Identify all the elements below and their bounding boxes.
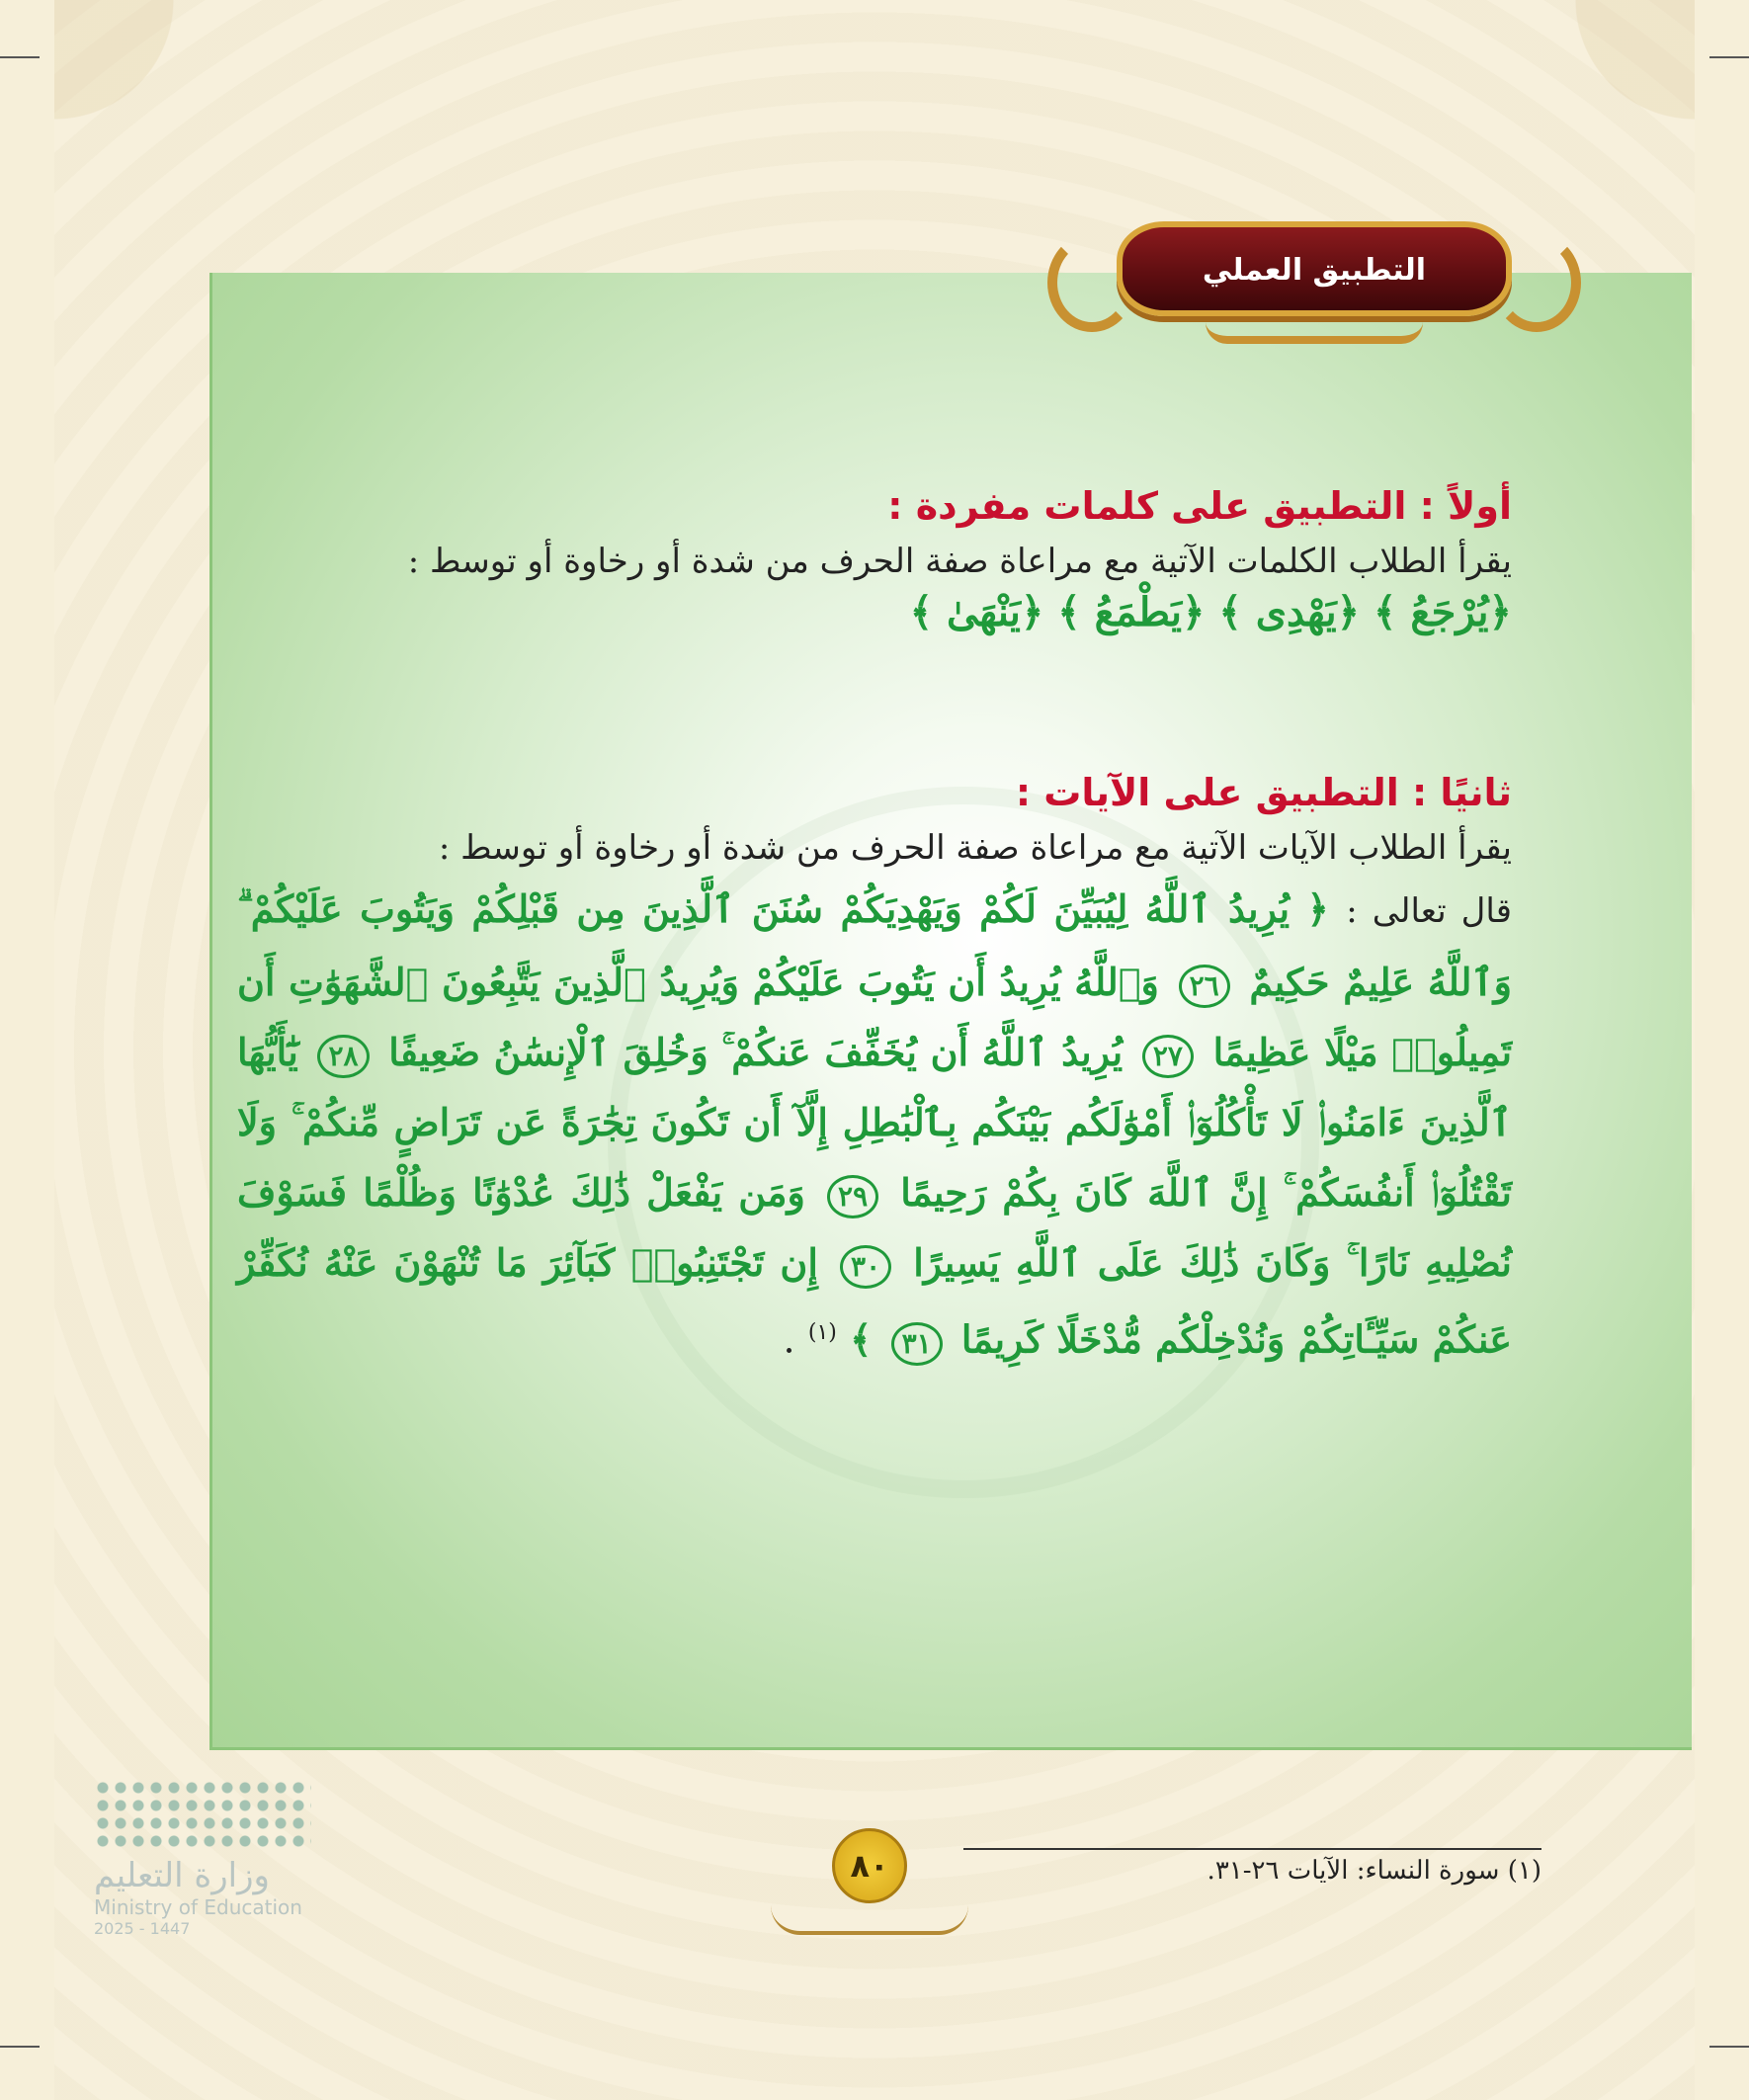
section2-heading: ثانيًا : التطبيق على الآيات : <box>1015 771 1512 814</box>
verse-29: يَٰٓأَيُّهَا ٱلَّذِينَ ءَامَنُوا۟ لَا تَأْكُلُوٓا۟ أَمْوَٰلَكُم بَيْنَكُم بِٱلْبَٰطِلِ إِلَّآ أَن تَكُونَ تِجَٰرَةً عَن تَرَاضٍ مِّنكُمْ ۚ وَلَا تَقْتُلُوٓا۟ أَنفُسَكُمْ ۚ إِنَّ ٱللَّهَ كَانَ بِكُمْ رَحِيمًا <box>237 1030 1512 1215</box>
ayah-number-29: ٢٩ <box>827 1175 878 1218</box>
section-banner <box>1047 213 1581 352</box>
banner-title: التطبيق العملي <box>1202 253 1427 288</box>
banner-bottom-ornament <box>1206 322 1423 344</box>
crop-mark-bottom-right <box>1709 2046 1749 2048</box>
ayah-number-28: ٢٨ <box>317 1035 369 1078</box>
section1-words: ﴿يُرْجَعُ ﴾ ﴿يَهْدِى ﴾ ﴿يَطْمَعُ ﴾ ﴿يَنْهَىٰ ﴾ <box>909 589 1512 635</box>
footnote: (١) سورة النساء: الآيات ٢٦-٣١. <box>1207 1856 1541 1886</box>
section2-instruction: يقرأ الطلاب الآيات الآتية مع مراعاة صفة الحرف من شدة أو رخاوة أو توسط : <box>438 828 1512 868</box>
ayah-number-26: ٢٦ <box>1179 965 1230 1008</box>
section2 <box>237 771 1512 1376</box>
ayah-number-31: ٣١ <box>891 1322 943 1366</box>
ministry-dots-icon <box>94 1779 311 1848</box>
page-number-medallion <box>751 1828 988 1947</box>
crop-mark-top-left <box>0 56 40 58</box>
section1 <box>237 484 1512 635</box>
verse-30: وَمَن يَفْعَلْ ذَٰلِكَ عُدْوَٰنًا وَظُلْمًا فَسَوْفَ نُصْلِيهِ نَارًا ۚ وَكَانَ ذَٰلِكَ عَلَى ٱللَّهِ يَسِيرًا <box>237 1170 1512 1285</box>
closing-bracket: ﴾ <box>850 1316 873 1362</box>
crop-mark-bottom-left <box>0 2046 40 2048</box>
ministry-year: 2025 - 1447 <box>94 1919 191 1938</box>
footnote-reference: (١) <box>807 1320 837 1345</box>
section1-instruction: يقرأ الطلاب الكلمات الآتية مع مراعاة صفة الحرف من شدة أو رخاوة أو توسط : <box>407 542 1512 581</box>
ministry-name-english: Ministry of Education <box>94 1895 302 1919</box>
crop-mark-top-right <box>1709 56 1749 58</box>
end-period: . <box>783 1317 795 1362</box>
verse-28: يُرِيدُ ٱللَّهُ أَن يُخَفِّفَ عَنكُمْ ۚ وَخُلِقَ ٱلْإِنسَٰنُ ضَعِيفًا <box>388 1030 1124 1074</box>
ayah-number-30: ٣٠ <box>840 1245 891 1289</box>
section1-heading: أولاً : التطبيق على كلمات مفردة : <box>887 484 1512 528</box>
footnote-divider <box>963 1848 1541 1850</box>
verse-26: ﴿ يُرِيدُ ٱللَّهُ لِيُبَيِّنَ لَكُمْ وَيَهْدِيَكُمْ سُنَنَ ٱلَّذِينَ مِن قَبْلِكُمْ وَيَتُوبَ عَلَيْكُمْ ۗ وَٱللَّهُ عَلِيمٌ حَكِيمٌ <box>237 886 1513 1004</box>
verse-27: وَٱللَّهُ يُرِيدُ أَن يَتُوبَ عَلَيْكُمْ وَيُرِيدُ ٱلَّذِينَ يَتَّبِعُونَ ٱلشَّهَوَٰتِ أَن تَمِيلُوا۟ مَيْلًا عَظِيمًا <box>237 960 1513 1074</box>
verse-31: إِن تَجْتَنِبُوا۟ كَبَآئِرَ مَا تُنْهَوْنَ عَنْهُ نُكَفِّرْ عَنكُمْ سَيِّـَٔاتِكُمْ وَنُدْخِلْكُم مُّدْخَلًا كَرِيمًا <box>237 1240 1512 1362</box>
verse-intro: قال تعالى : <box>1346 891 1513 931</box>
page-number: ٨٠ <box>832 1828 907 1903</box>
page-number-ornament <box>771 1905 968 1935</box>
ministry-logo <box>94 1779 321 1938</box>
ministry-name-arabic: وزارة التعليم <box>94 1856 270 1895</box>
quran-verses <box>237 874 1512 1376</box>
ayah-number-27: ٢٧ <box>1142 1035 1194 1078</box>
